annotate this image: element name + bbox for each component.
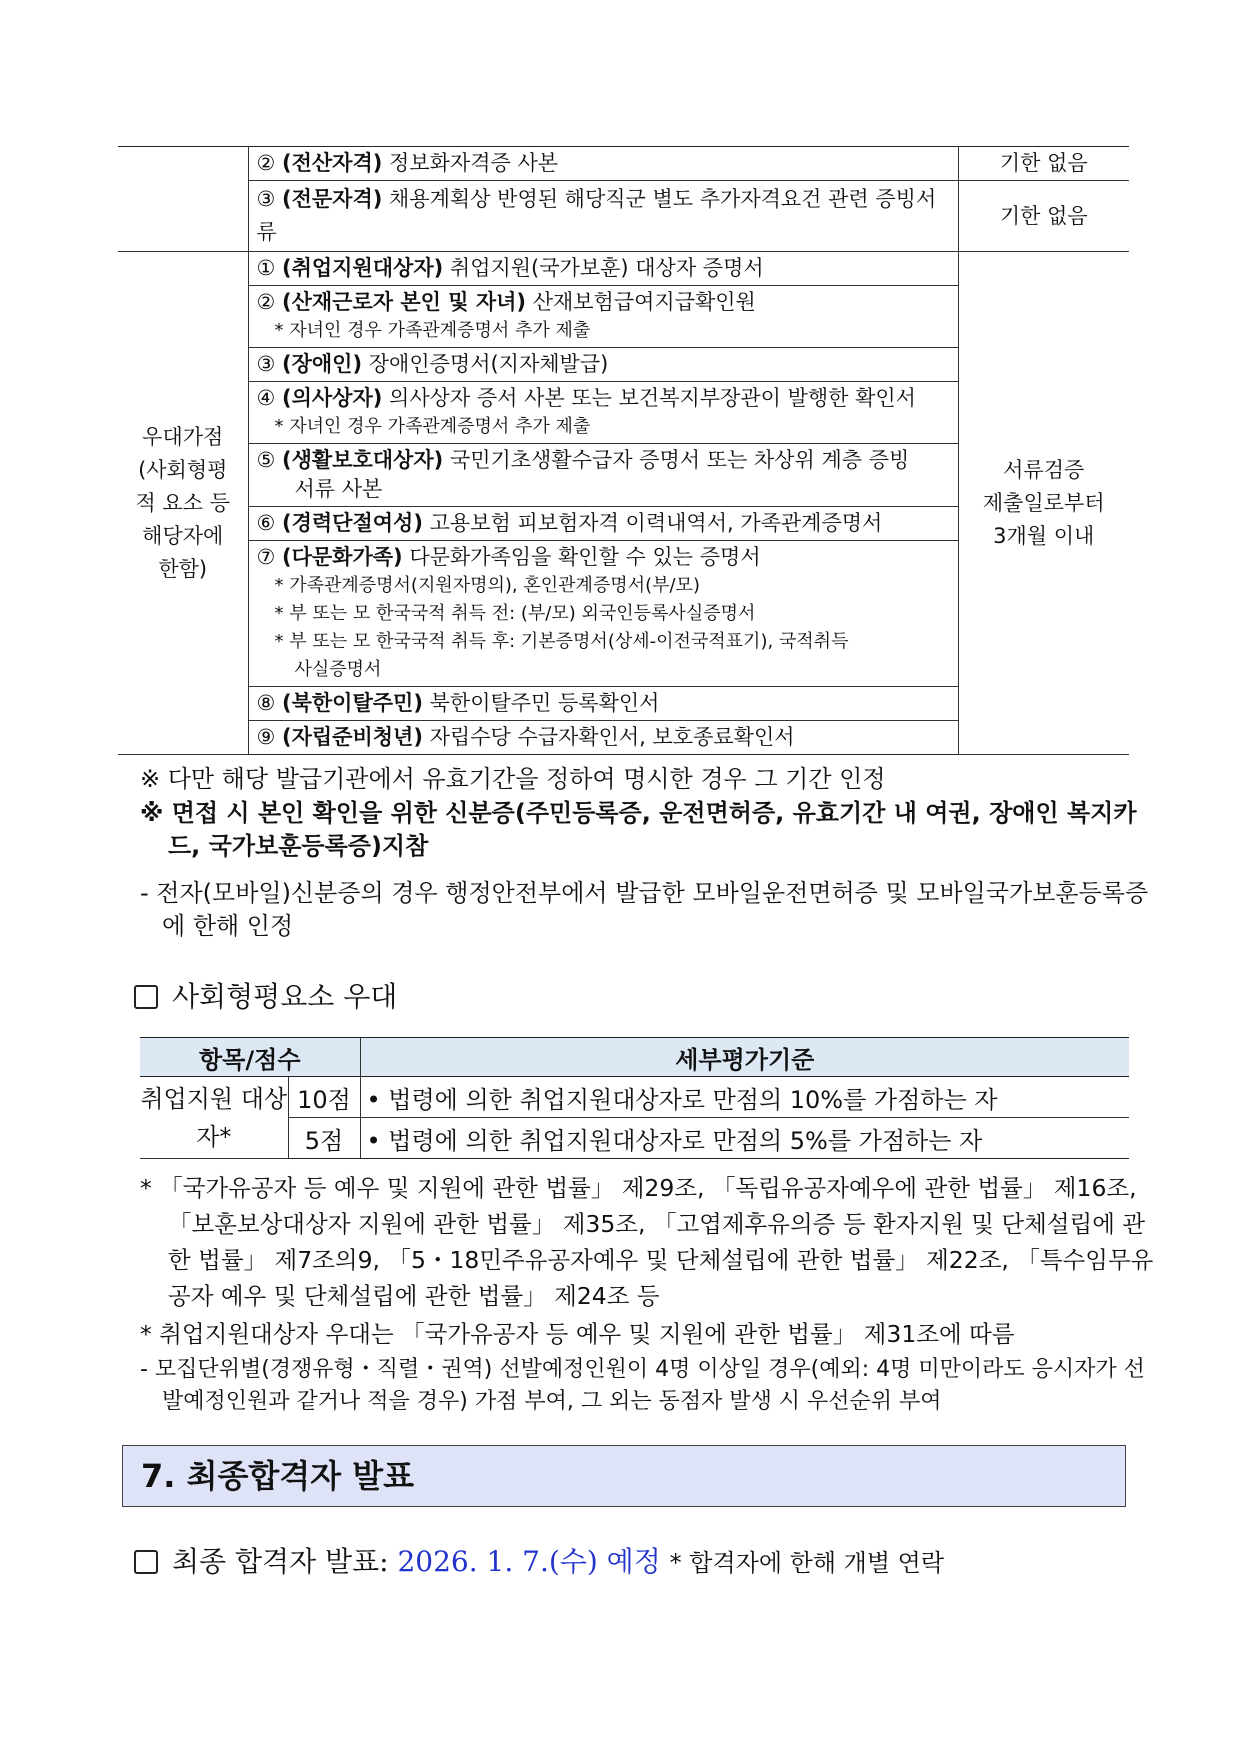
table-row bbox=[118, 252, 1129, 286]
announcement-line bbox=[134, 1540, 944, 1580]
header-criteria: 세부평가기준 bbox=[360, 1038, 1129, 1077]
evaluation-table bbox=[140, 1037, 1129, 1159]
doc-cell: ⑥ (경력단절여성) 고용보험 피보험자격 이력내역서, 가족관계증명서 bbox=[248, 507, 958, 541]
table-row bbox=[140, 1077, 1129, 1118]
doc-cell: ⑨ (자립준비청년) 자립수당 수급자확인서, 보호종료확인서 bbox=[248, 721, 958, 755]
score-cell: 10점 bbox=[288, 1077, 360, 1118]
doc-cell: ① (취업지원대상자) 취업지원(국가보훈) 대상자 증명서 bbox=[248, 252, 958, 286]
doc-cell: ⑧ (북한이탈주민) 북한이탈주민 등록확인서 bbox=[248, 687, 958, 721]
doc-cell: ⑤ (생활보호대상자) 국민기초생활수급자 증명서 또는 차상위 계층 증빙 서류 사본 bbox=[248, 444, 958, 507]
law-footnote: * 「국가유공자 등 예우 및 지원에 관한 법률」 제29조, 「독립유공자예우에 관한 법률」 제16조, 「보훈보상대상자 지원에 관한 법률」 제35조, 「고엽제후유의증 등 환자지원 및 단체설립에 관한 법률」 제7조의9, 「5・18민주유공자예우 및 단체설립에 관한 법률」 제22조, 「특수임무유공자 예우 및 단체설립에 관한 법률」 제24조 등 bbox=[140, 1174, 1154, 1310]
doc-cell: ③ (장애인) 장애인증명서(지자체발급) bbox=[248, 348, 958, 382]
checkbox-icon bbox=[134, 985, 158, 1009]
doc-cell: ② (전산자격) 정보화자격증 사본 bbox=[248, 147, 958, 181]
mobile-id-note: - 전자(모바일)신분증의 경우 행정안전부에서 발급한 모바일운전면허증 및 모바일국가보훈등록증에 한해 인정 bbox=[140, 879, 1149, 940]
score-cell: 5점 bbox=[288, 1118, 360, 1159]
table-row bbox=[118, 147, 1129, 181]
doc-cell: ③ (전문자격) 채용계획상 반영된 해당직군 별도 추가자격요건 관련 증빙서류 bbox=[248, 181, 958, 252]
checkbox-icon bbox=[134, 1550, 158, 1574]
table-row bbox=[118, 181, 1129, 252]
header-item: 항목/점수 bbox=[140, 1038, 360, 1077]
deadline-cell: 기한 없음 bbox=[958, 147, 1129, 181]
id-note: ※ 면접 시 본인 확인을 위한 신분증(주민등록증, 운전면허증, 유효기간 내 여권, 장애인 복지카드, 국가보훈등록증)지참 bbox=[140, 799, 1137, 860]
doc-cell: ② (산재근로자 본인 및 자녀) 산재보험급여지급확인원 * 자녀인 경우 가족관계증명서 추가 제출 bbox=[248, 286, 958, 348]
table-row bbox=[140, 1118, 1129, 1159]
deadline-cell: 기한 없음 bbox=[958, 181, 1129, 252]
criteria-cell: • 법령에 의한 취업지원대상자로 만점의 5%를 가점하는 자 bbox=[360, 1118, 1129, 1159]
criteria-cell: • 법령에 의한 취업지원대상자로 만점의 10%를 가점하는 자 bbox=[360, 1077, 1129, 1118]
validity-note: ※ 다만 해당 발급기관에서 유효기간을 정하여 명시한 경우 그 기간 인정 bbox=[140, 765, 886, 793]
section-heading: 사회형평요소 우대 bbox=[134, 975, 397, 1015]
item-cell: 취업지원 대상자* bbox=[140, 1077, 288, 1159]
priority-footnote: * 취업지원대상자 우대는 「국가유공자 등 예우 및 지원에 관한 법률」 제31조에 따름 bbox=[140, 1320, 1015, 1348]
deadline-cell: 서류검증 제출일로부터 3개월 이내 bbox=[958, 252, 1129, 755]
required-documents-table bbox=[118, 146, 1129, 755]
bonus-footnote: - 모집단위별(경쟁유형・직렬・권역) 선발예정인원이 4명 이상일 경우(예외: 4명 미만이라도 응시자가 선발예정인원과 같거나 적을 경우) 가점 부여, 그 외는 동점자 발생 시 우선순위 부여 bbox=[140, 1357, 1145, 1414]
announcement-date: 2026. 1. 7.(수) 예정 bbox=[397, 1545, 661, 1578]
category-cell-empty bbox=[118, 147, 248, 252]
announcement-note: * 합격자에 한해 개별 연락 bbox=[669, 1549, 945, 1577]
category-cell: 우대가점 (사회형평 적 요소 등 해당자에 한함) bbox=[118, 252, 248, 755]
doc-cell: ④ (의사상자) 의사상자 증서 사본 또는 보건복지부장관이 발행한 확인서 * 자녀인 경우 가족관계증명서 추가 제출 bbox=[248, 382, 958, 444]
table-header-row bbox=[140, 1038, 1129, 1077]
doc-cell: ⑦ (다문화가족) 다문화가족임을 확인할 수 있는 증명서 * 가족관계증명서(지원자명의), 혼인관계증명서(부/모) * 부 또는 모 한국국적 취득 전: (부/모) 외국인등록사실증명서 * 부 또는 모 한국국적 취득 후: 기본증명서(상세-이전국적표기), 국적취득 사실증명서 bbox=[248, 541, 958, 687]
section7-heading: 7. 최종합격자 발표 bbox=[122, 1445, 1126, 1507]
announcement-label: 최종 합격자 발표: bbox=[172, 1545, 389, 1578]
